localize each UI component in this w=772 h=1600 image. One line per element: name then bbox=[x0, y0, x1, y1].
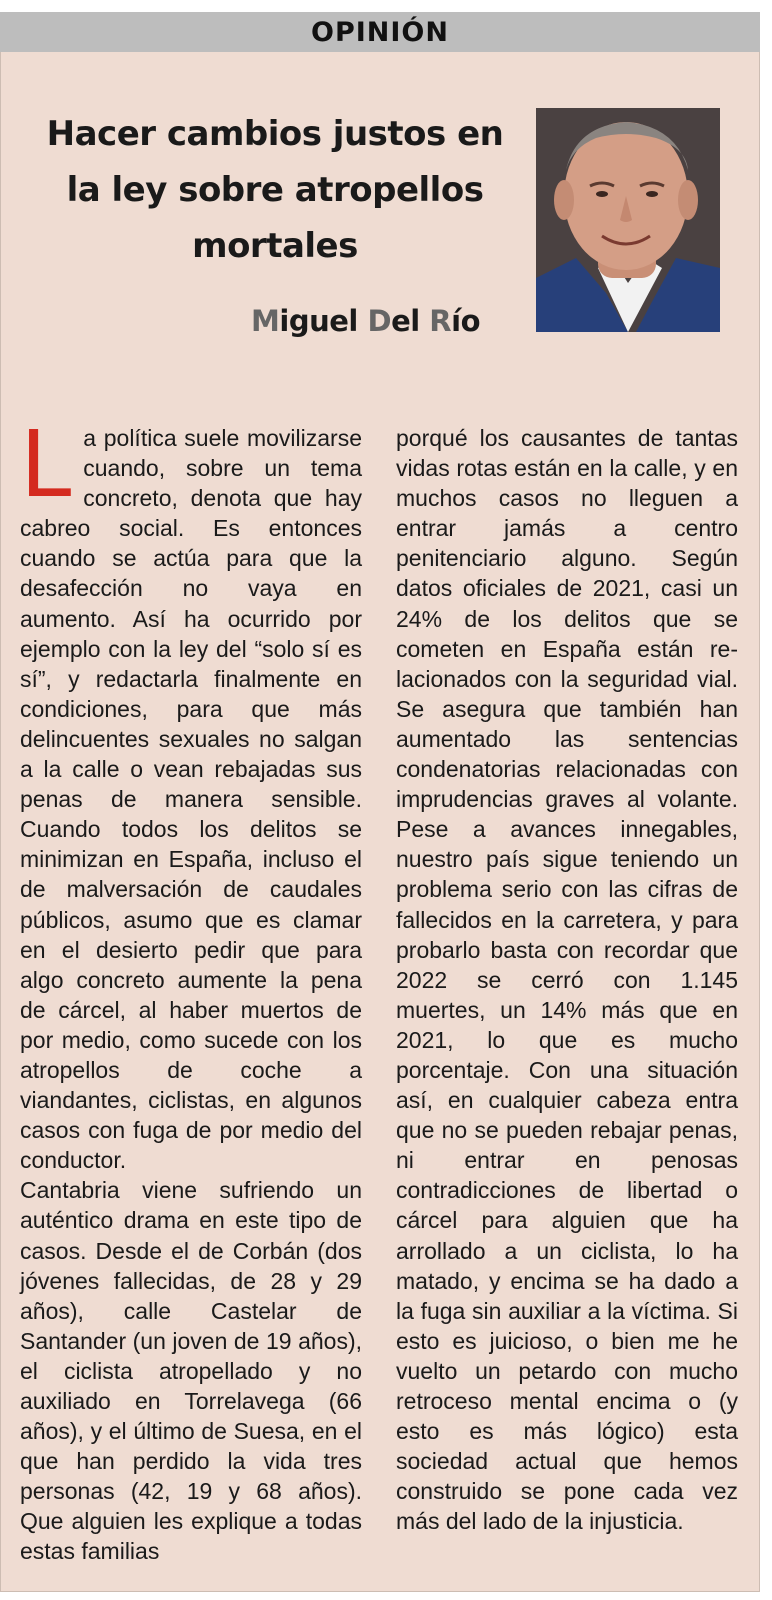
author-portrait-image bbox=[536, 108, 720, 332]
author-second-initial: D bbox=[367, 304, 392, 338]
author-third-rest: ío bbox=[451, 304, 480, 338]
paragraph: a política suele movilizarse cuando, sobre un tema concreto, denota que hay cabreo social. Es entonces cuando se actúa para que la desafección no vaya en aumento. Así ha ocurrido por ejemplo con la ley del “solo sí es sí”, y redactarla finalmente en condiciones, para que más delincuentes sexuales no salgan a la calle o vean rebajadas sus penas de manera sensible. Cuando todos los delitos se minimizan en España, incluso el de malversación de caudales públicos, asumo que es clamar en el desierto pedir que para algo concreto aumente la pena de cárcel, al haber muertos de por medio, como sucede con los atropellos de coche a viandantes, ciclistas, en algunos casos con fuga de por medio del conductor. bbox=[20, 425, 362, 1174]
author-byline bbox=[180, 304, 480, 338]
author-photo bbox=[536, 108, 720, 332]
article-column-right bbox=[396, 423, 738, 1536]
drop-cap: L bbox=[20, 411, 72, 518]
paragraph: Cantabria viene sufriendo un auténtico drama en este tipo de casos. Desde el de Corbán (dos jóvenes fallecidas, de 28 y 29 años), calle Castelar de Santander (un joven de 19 años), el ciclista atropellado y no auxiliado en Torrelavega (66 años), y el último de Suesa, en el que han perdido la vida tres personas (42, 19 y 68 años). Que alguien les explique a todas estas familias bbox=[20, 1177, 362, 1565]
section-header: OPINIÓN bbox=[0, 12, 760, 52]
author-third-initial: R bbox=[429, 304, 452, 338]
paragraph: porqué los causantes de tantas vidas rotas están en la calle, y en muchos casos no lleguen a entrar jamás a centro penitenciario alguno. Según datos oficiales de 2021, casi un 24% de los delitos que se cometen en España están relacionados con la seguridad vial. Se asegura que también han aumentado las sentencias condenatorias relacionadas con imprudencias graves al volante. Pese a avances innegables, nuestro país sigue teniendo un problema serio con las cifras de fallecidos en la carretera, y para probarlo basta con recordar que 2022 se cerró con 1.145 muertes, un 14% más que en 2021, lo que es mucho porcentaje. Con una situación así, en cualquier cabeza entra que no se pueden rebajar penas, ni entrar en penosas contradicciones de libertad o cárcel para alguien que ha arrollado a un ciclista, lo ha matado, y encima se ha dado a la fuga sin auxiliar a la víctima. Si esto es juicioso, o bien me he vuelto un petardo con mucho retroceso mental encima o (y esto es más lógico) esta sociedad actual que hemos construido se pone cada vez más del lado de la injusticia. bbox=[396, 425, 738, 1535]
article-title: Hacer cambios justos en la ley sobre atropellos mortales bbox=[46, 114, 504, 266]
author-first-rest: iguel bbox=[279, 304, 358, 338]
article-column-left bbox=[20, 411, 362, 1567]
author-first-initial: M bbox=[251, 304, 280, 338]
author-second-rest: el bbox=[391, 304, 420, 338]
